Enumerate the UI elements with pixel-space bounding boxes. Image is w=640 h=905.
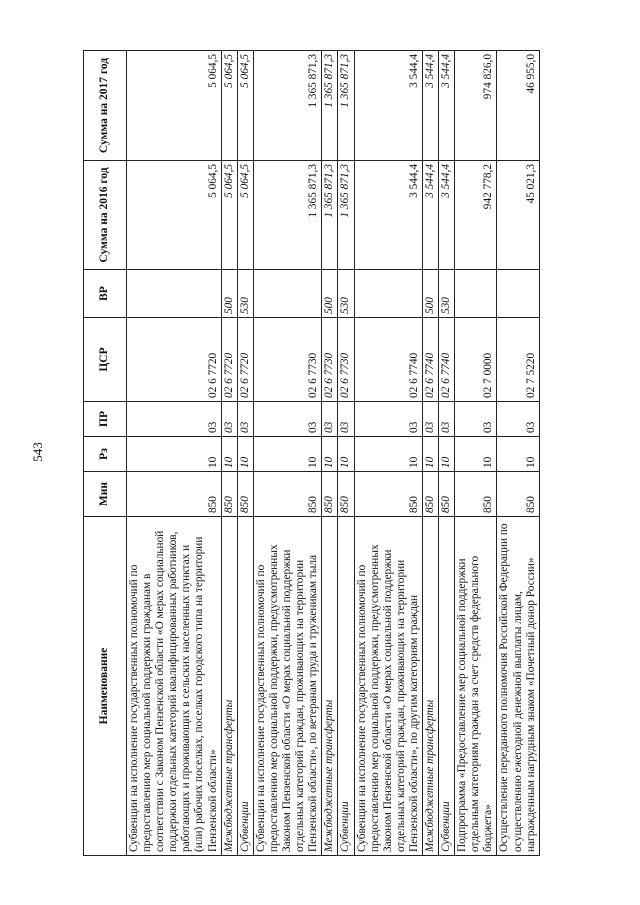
- cell-name: Субвенции: [338, 517, 354, 856]
- page-number: 543: [30, 442, 45, 462]
- cell-min: 850: [338, 472, 354, 517]
- table-row: [253, 51, 321, 856]
- cell-sum-2017: 5 064,5: [127, 51, 222, 161]
- cell-rz: 10: [455, 437, 497, 472]
- cell-name: Межбюджетные трансферты: [422, 517, 438, 856]
- cell-rz: 10: [253, 437, 321, 472]
- cell-name: Субвенции на исполнение государственных полномочий по предоставлению мер социальной поддержки гражданам в соответствии с Законом Пензенской области «О мерах социальной поддержки отдельных категорий квалифицированных работников, работающих и проживающих в сельских населенных пунктах и (или) рабочих поселках, поселках городского типа на территории Пензенской области»: [127, 517, 222, 856]
- cell-rz: 10: [354, 437, 422, 472]
- cell-vr: 530: [338, 270, 354, 318]
- cell-pr: 03: [221, 402, 237, 437]
- cell-csr: 02 6 7730: [253, 318, 321, 402]
- cell-sum-2017: 3 544,4: [439, 51, 455, 161]
- cell-sum-2016: 3 544,4: [422, 161, 438, 270]
- cell-sum-2017: 1 365 871,3: [338, 51, 354, 161]
- cell-name: Субвенции: [439, 517, 455, 856]
- cell-pr: 03: [422, 402, 438, 437]
- cell-pr: 03: [338, 402, 354, 437]
- cell-vr: [497, 270, 539, 318]
- cell-min: 850: [497, 472, 539, 517]
- table-row: [439, 51, 455, 856]
- cell-rz: 10: [422, 437, 438, 472]
- table-row: [422, 51, 438, 856]
- cell-min: 850: [127, 472, 222, 517]
- cell-pr: 03: [237, 402, 253, 437]
- budget-table: [83, 50, 540, 856]
- cell-rz: 10: [237, 437, 253, 472]
- header-sum-2017: Сумма на 2017 год: [84, 51, 127, 161]
- cell-csr: 02 7 5220: [497, 318, 539, 402]
- cell-sum-2016: 3 544,4: [439, 161, 455, 270]
- cell-vr: 500: [322, 270, 338, 318]
- cell-name: Межбюджетные трансферты: [322, 517, 338, 856]
- cell-sum-2016: 942 778,2: [455, 161, 497, 270]
- cell-sum-2016: 1 365 871,3: [322, 161, 338, 270]
- cell-pr: 03: [455, 402, 497, 437]
- table-row: [354, 51, 422, 856]
- table-row: [497, 51, 539, 856]
- cell-csr: 02 6 7720: [237, 318, 253, 402]
- cell-csr: 02 6 7720: [221, 318, 237, 402]
- cell-sum-2016: 5 064,5: [221, 161, 237, 270]
- cell-min: 850: [221, 472, 237, 517]
- cell-csr: 02 6 7740: [354, 318, 422, 402]
- cell-vr: 500: [422, 270, 438, 318]
- cell-name: Субвенции на исполнение государственных полномочий по предоставлению мер социальной поддержки, предусмотренных Законом Пензенской области «О мерах социальной поддержки отдельных категорий граждан, проживающих на территории Пензенской области», по другим категориям граждан: [354, 517, 422, 856]
- cell-min: 850: [354, 472, 422, 517]
- cell-vr: 500: [221, 270, 237, 318]
- cell-rz: 10: [127, 437, 222, 472]
- cell-sum-2017: 974 826,0: [455, 51, 497, 161]
- header-sum-2016: Сумма на 2016 год: [84, 161, 127, 270]
- header-rz: Рз: [84, 437, 127, 472]
- cell-sum-2016: 45 021,3: [497, 161, 539, 270]
- cell-min: 850: [439, 472, 455, 517]
- cell-min: 850: [253, 472, 321, 517]
- cell-pr: 03: [439, 402, 455, 437]
- cell-rz: 10: [338, 437, 354, 472]
- cell-csr: 02 7 0000: [455, 318, 497, 402]
- cell-vr: 530: [439, 270, 455, 318]
- cell-csr: 02 6 7740: [439, 318, 455, 402]
- cell-sum-2017: 5 064,5: [237, 51, 253, 161]
- cell-min: 850: [237, 472, 253, 517]
- header-csr: ЦСР: [84, 318, 127, 402]
- header-min: Мин: [84, 472, 127, 517]
- cell-name: Межбюджетные трансферты: [221, 517, 237, 856]
- cell-pr: 03: [497, 402, 539, 437]
- cell-name: Субвенции: [237, 517, 253, 856]
- table-row: [455, 51, 497, 856]
- cell-sum-2017: 46 955,0: [497, 51, 539, 161]
- cell-vr: [127, 270, 222, 318]
- cell-sum-2017: 1 365 871,3: [322, 51, 338, 161]
- cell-vr: [455, 270, 497, 318]
- cell-sum-2016: 1 365 871,3: [338, 161, 354, 270]
- rotated-table-container: [83, 51, 558, 856]
- cell-rz: 10: [497, 437, 539, 472]
- cell-rz: 10: [439, 437, 455, 472]
- cell-rz: 10: [322, 437, 338, 472]
- cell-name: Подпрограмма «Предоставление мер социальной поддержки отдельным категориям граждан за счет средств федерального бюджета»: [455, 517, 497, 856]
- cell-csr: 02 6 7730: [338, 318, 354, 402]
- cell-sum-2016: 5 064,5: [127, 161, 222, 270]
- cell-sum-2017: 3 544,4: [354, 51, 422, 161]
- header-name: Наименование: [84, 517, 127, 856]
- table-row: [127, 51, 222, 856]
- cell-sum-2016: 5 064,5: [237, 161, 253, 270]
- cell-min: 850: [322, 472, 338, 517]
- cell-sum-2017: 5 064,5: [221, 51, 237, 161]
- table-header-row: [84, 51, 127, 856]
- cell-vr: [354, 270, 422, 318]
- cell-min: 850: [455, 472, 497, 517]
- cell-pr: 03: [354, 402, 422, 437]
- table-row: [237, 51, 253, 856]
- cell-csr: 02 6 7720: [127, 318, 222, 402]
- cell-csr: 02 6 7730: [322, 318, 338, 402]
- cell-min: 850: [422, 472, 438, 517]
- table-row: [322, 51, 338, 856]
- cell-sum-2017: 3 544,4: [422, 51, 438, 161]
- cell-pr: 03: [127, 402, 222, 437]
- cell-csr: 02 6 7740: [422, 318, 438, 402]
- table-row: [338, 51, 354, 856]
- header-pr: ПР: [84, 402, 127, 437]
- cell-sum-2017: 1 365 871,3: [253, 51, 321, 161]
- cell-rz: 10: [221, 437, 237, 472]
- cell-name: Субвенции на исполнение государственных полномочий по предоставлению мер социальной поддержки, предусмотренных Законом Пензенской области «О мерах социальной поддержки отдельных категорий граждан, проживающих на территории Пензенской области», по ветеранам труда и труженикам тыла: [253, 517, 321, 856]
- cell-pr: 03: [322, 402, 338, 437]
- cell-name: Осуществление переданного полномочия Российской Федерации по осуществлению ежегодной денежной выплаты лицам, награжденным нагрудным знаком «Почетный донор России»: [497, 517, 539, 856]
- cell-vr: [253, 270, 321, 318]
- table-row: [221, 51, 237, 856]
- cell-sum-2016: 3 544,4: [354, 161, 422, 270]
- cell-vr: 530: [237, 270, 253, 318]
- header-vr: ВР: [84, 270, 127, 318]
- cell-pr: 03: [253, 402, 321, 437]
- cell-sum-2016: 1 365 871,3: [253, 161, 321, 270]
